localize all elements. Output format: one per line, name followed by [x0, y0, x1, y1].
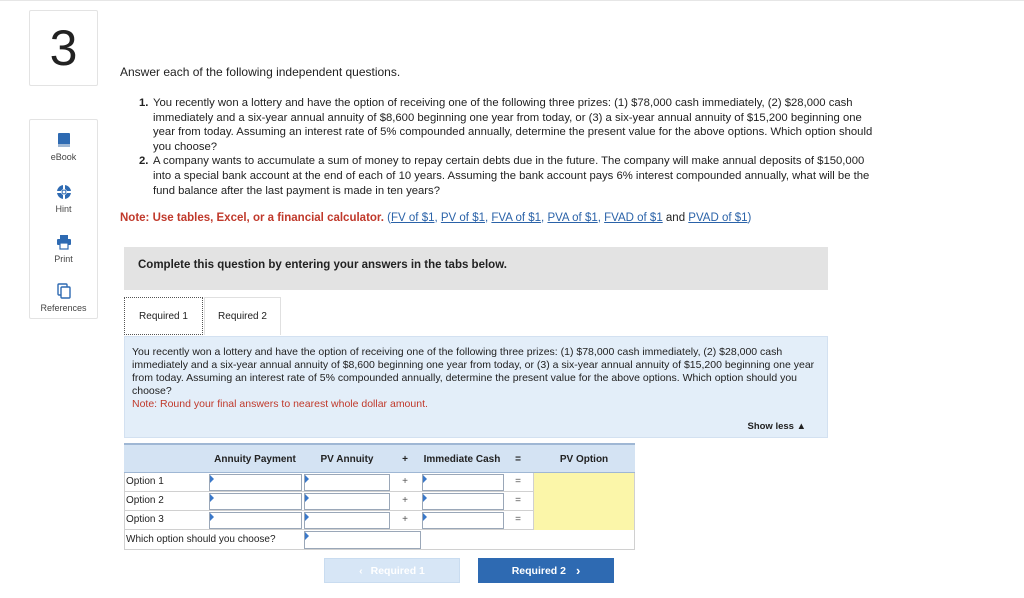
table-right-border	[634, 473, 635, 550]
pv-option-input-1[interactable]	[533, 473, 635, 492]
header-annuity-payment: Annuity Payment	[214, 453, 296, 465]
next-required-button[interactable]	[478, 558, 614, 583]
pv-annuity-input-1[interactable]	[304, 474, 390, 491]
rail-hint[interactable]	[30, 184, 97, 214]
pv-option-input-2[interactable]	[533, 492, 635, 511]
question-item-text: You recently won a lottery and have the option of receiving one of the following three prizes: (1) $78,000 cash immediately, (2) $28,000 cash immediately and a six-year annual annuity of $8,600 beginning one year from today, or (3) a six-year annual annuity of $15,200 beginning one year from today. Assuming an interest rate of 5% compounded annually, determine the present value for the above options. Which option should you choose?	[153, 97, 873, 153]
note-close-paren: )	[747, 212, 752, 224]
instructions-banner-text: Complete this question by entering your answers in the tabs below.	[138, 259, 507, 271]
header-pv-annuity: PV Annuity	[320, 453, 374, 465]
table-row	[124, 511, 635, 530]
question-item	[139, 96, 884, 154]
question-item-number: 2.	[139, 155, 149, 168]
pv-option-input-3[interactable]	[533, 511, 635, 530]
instructions-banner	[124, 247, 828, 290]
row-label: Option 2	[126, 495, 164, 506]
pv-annuity-input-3[interactable]	[304, 512, 390, 529]
chevron-right-icon: ›	[575, 563, 581, 578]
chevron-left-icon: ‹	[359, 564, 363, 577]
printer-icon	[56, 234, 72, 250]
tool-rail	[29, 119, 98, 319]
equals-sign: =	[515, 514, 521, 525]
header-immediate-cash: Immediate Cash	[423, 453, 501, 465]
note-separator: ,	[597, 212, 605, 224]
question-item-text: A company wants to accumulate a sum of money to repay certain debts due in the future. The company will make annual deposits of $150,000 into a special bank account at the end of each of 10 years. Assuming the bank account pays 6% interest compounded annually, what will be the fund balance after the last payment is made in ten years?	[153, 155, 870, 197]
choose-option-input[interactable]	[304, 531, 421, 549]
equals-sign: =	[515, 495, 521, 506]
intro-text: Answer each of the following independent questions.	[120, 65, 401, 79]
annuity-payment-input-3[interactable]	[209, 512, 302, 529]
link-fv-of-1[interactable]: FV of $1	[391, 212, 435, 224]
panel-question-text: You recently won a lottery and have the option of receiving one of the following three prizes: (1) $78,000 cash immediately, (2) $28,000 cash immediately and a six-year annual annuity of $8,600 beginning one year from today, or (3) a six-year annual annuity of $15,200 beginning one year from today. Assuming an interest rate of 5% compounded annually, determine the present value for the above options. Which option should you choose?	[132, 346, 815, 397]
question-number: 3	[49, 20, 78, 76]
book-icon	[56, 132, 72, 148]
note-and: and	[662, 212, 689, 224]
link-pva-of-1[interactable]: PVA of $1	[547, 212, 598, 224]
note-label: Note: Use tables, Excel, or a financial calculator.	[120, 212, 384, 224]
link-fvad-of-1[interactable]: FVAD of $1	[604, 212, 663, 224]
top-divider	[0, 0, 1024, 1]
rail-label-print: Print	[54, 254, 73, 264]
header-plus: +	[402, 453, 408, 465]
tab-required-2[interactable]: Required 2	[204, 297, 281, 335]
question-item-number: 1.	[139, 97, 149, 109]
choose-label: Which option should you choose?	[126, 534, 276, 545]
answer-table	[124, 443, 635, 550]
row-label: Option 1	[126, 476, 164, 487]
panel-note: Note: Round your final answers to nearest whole dollar amount.	[132, 398, 428, 410]
rail-label-references: References	[40, 303, 87, 313]
triangle-up-icon: ▲	[796, 421, 806, 432]
prev-button-label: Required 1	[370, 564, 425, 577]
rail-print[interactable]	[30, 234, 97, 264]
question-list	[139, 96, 884, 198]
copy-icon	[56, 283, 72, 299]
note-separator: ,	[541, 212, 548, 224]
tables-note	[120, 212, 751, 224]
prev-required-button[interactable]	[324, 558, 460, 583]
rail-references[interactable]	[30, 283, 97, 313]
annuity-payment-input-1[interactable]	[209, 474, 302, 491]
pv-annuity-input-2[interactable]	[304, 493, 390, 510]
panel-text	[132, 346, 822, 411]
header-equals: =	[515, 453, 521, 465]
question-number-box	[29, 10, 98, 86]
plus-sign: +	[402, 514, 408, 525]
link-pv-of-1[interactable]: PV of $1	[440, 212, 485, 224]
next-button-label: Required 2	[511, 564, 566, 577]
note-open-paren: (	[387, 212, 392, 224]
equals-sign: =	[515, 476, 521, 487]
question-panel	[124, 336, 828, 438]
row-label: Option 3	[126, 514, 164, 525]
question-item	[139, 154, 884, 198]
lifebuoy-icon	[56, 184, 72, 200]
plus-sign: +	[402, 476, 408, 487]
rail-label-hint: Hint	[55, 204, 72, 214]
note-separator: ,	[485, 212, 492, 224]
rail-label-ebook: eBook	[50, 152, 77, 162]
header-pv-option: PV Option	[559, 453, 609, 465]
show-less-label: Show less	[747, 421, 794, 432]
rail-ebook[interactable]	[30, 132, 97, 162]
table-row	[124, 473, 635, 492]
table-row	[124, 492, 635, 511]
link-pvad-of-1[interactable]: PVAD of $1	[688, 212, 748, 224]
immediate-cash-input-2[interactable]	[422, 493, 504, 510]
table-left-border	[124, 473, 125, 550]
show-less-toggle[interactable]	[747, 421, 806, 432]
link-fva-of-1[interactable]: FVA of $1	[491, 212, 542, 224]
plus-sign: +	[402, 495, 408, 506]
table-header	[124, 443, 635, 473]
choose-row	[124, 530, 635, 550]
immediate-cash-input-1[interactable]	[422, 474, 504, 491]
immediate-cash-input-3[interactable]	[422, 512, 504, 529]
tab-required-1[interactable]: Required 1	[124, 297, 203, 335]
note-separator: ,	[434, 212, 441, 224]
annuity-payment-input-2[interactable]	[209, 493, 302, 510]
